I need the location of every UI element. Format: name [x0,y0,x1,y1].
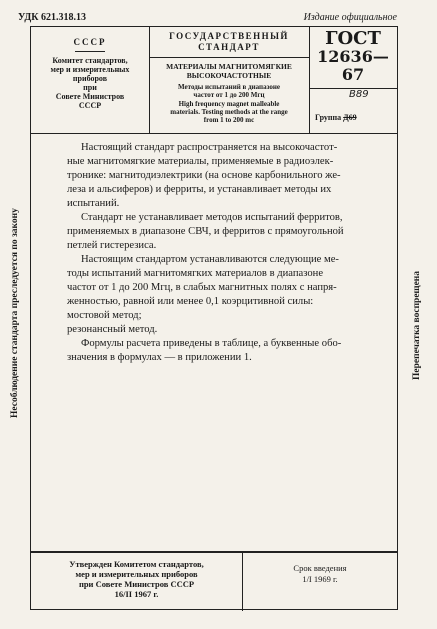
issuer-column [31,27,150,133]
right-margin-text: Перепечатка воспрещена [412,270,422,380]
group-label: Группа Д69 [315,113,357,122]
gost-number: 12636—67 [317,47,389,84]
body-line: ные магнитомягкие материалы, применяемые в радиоэлек- [67,156,334,167]
body-line: тронике: магнитодиэлектрики (на основе карбонильного же- [67,170,341,181]
standard-subtitle: Методы испытаний в диапазоне частот от 1 до 200 Мгц [178,83,280,99]
body-line: резонансный метод. [67,324,158,335]
document-frame [30,26,398,610]
standard-title: МАТЕРИАЛЫ МАГНИТОМЯГКИЕ ВЫСОКОЧАСТОТНЫЕ [166,62,292,80]
body-line: применяемых в диапазоне СВЧ, и ферритов с прямоугольной [67,226,344,237]
footer-block [31,551,397,611]
body-line: Настоящим стандартом устанавливаются следующие ме- [81,254,339,265]
body-line: мостовой метод; [67,310,142,321]
body-line: значения в формулах — в приложении 1. [67,352,252,363]
effective-date-note: Срок введения 1/I 1969 г. [293,563,347,584]
english-title: High frequency magnet malleable materials. Testing methods at the range from 1 to 200 mc [170,100,288,124]
ussr-label: СССР [73,37,107,47]
body-line: женностью, равной или менее 0,1 коэрцитивной силы: [67,296,314,307]
udk-code: УДК 621.318.13 [18,12,86,23]
body-line: тоды испытаний магнитомягких материалов в диапазоне [67,268,324,279]
header-block [31,27,397,134]
body-line: Формулы расчета приведены в таблице, а буквенные обо- [81,338,342,349]
official-edition-note: Издание официальное [303,12,397,23]
title-column [149,27,310,133]
gost-label: ГОСТ [325,28,381,49]
state-standard-heading: ГОСУДАРСТВЕННЫЙ СТАНДАРТ [169,31,289,52]
body-line: частот от 1 до 200 Мгц, в слабых магнитных полях с напря- [67,282,337,293]
approval-note: Утвержден Комитетом стандартов, мер и измерительных приборов при Совете Министров СССР 16/II 1967 г. [31,553,243,611]
divider [149,57,309,58]
body-line: Стандарт не устанавливает методов испытаний ферритов, [81,212,343,223]
handwritten-code: В89 [349,89,369,100]
body-line: петлей гистерезиса. [67,240,157,251]
group-code-struck: Д69 [343,113,357,122]
body-text [67,141,391,365]
gost-column [309,27,397,133]
committee-text: Комитет стандартов, мер и измерительных приборов при Совете Министров СССР [50,56,130,110]
body-line: испытаний. [67,198,120,209]
left-margin-text: Несоблюдение стандарта преследуется по закону [10,208,20,418]
body-line: Настоящий стандарт распространяется на высокочастот- [81,142,338,153]
divider [75,51,105,52]
body-line: леза и альсиферов) и ферриты, и устанавливает методы их [67,184,332,195]
